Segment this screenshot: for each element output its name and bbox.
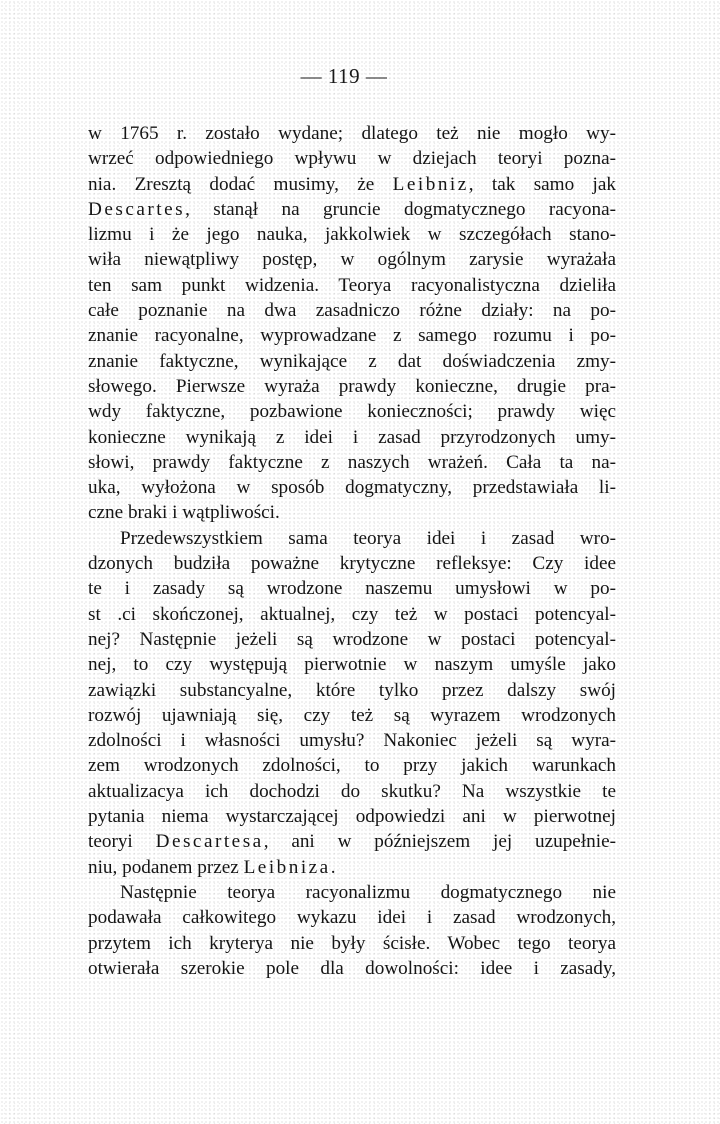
text-line: teoryi Descartesa, ani w późniejszem jej uzupełnie- [88, 831, 616, 853]
text-line: przytem ich kryterya nie były ścisłe. Wobec tego teorya [88, 932, 616, 954]
text-line: lizmu i że jego nauka, jakkolwiek w szczegółach stano- [88, 224, 616, 246]
text-line: niu, podanem przez Leibniza. [88, 856, 336, 878]
spaced-name: Descartesa [155, 831, 264, 853]
text-line: zawiązki substancyalne, które tylko przez dalszy swój [88, 679, 616, 701]
page-number: — 119 — [300, 64, 388, 88]
text-line: te i zasady są wrodzone naszemu umysłowi w po- [88, 578, 616, 600]
text-line: konieczne wynikają z idei i zasad przyrodzonych umy- [88, 426, 616, 448]
text-line: wrzeć odpowiedniego wpływu w dziejach teoryi pozna- [88, 148, 616, 170]
text-line: całe poznanie na dwa zasadniczo różne działy: na po- [88, 300, 616, 322]
text-line: pytania niema wystarczającej odpowiedzi ani w pierwotnej [88, 806, 616, 828]
text-line: rozwój ujawniają się, czy też są wyrazem wrodzonych [88, 704, 616, 726]
text-line: otwierała szerokie pole dla dowolności: idee i zasady, [88, 957, 616, 979]
text-line: Descartes, stanął na gruncie dogmatycznego racyona- [88, 198, 616, 220]
text-line: Przedewszystkiem sama teorya idei i zasad wro- [120, 527, 616, 549]
text-line: nej, to czy występują pierwotnie w naszym umyśle jako [88, 654, 616, 676]
text-line: wdy faktyczne, pozbawione konieczności; prawdy więc [88, 401, 616, 423]
spaced-name: Descartes [88, 198, 186, 220]
text-line: Następnie teorya racyonalizmu dogmatycznego nie [120, 881, 616, 903]
spaced-name: Leibniza [243, 856, 331, 878]
text-line: ten sam punkt widzenia. Teorya racyonalistyczna dzieliła [88, 274, 616, 296]
text-line: nia. Zresztą dodać musimy, że Leibniz, tak samo jak [88, 173, 616, 195]
text-line: słowego. Pierwsze wyraża prawdy konieczne, drugie pra- [88, 375, 616, 397]
spaced-name: Leibniz [392, 173, 469, 195]
text-line: podawała całkowitego wykazu idei i zasad wrodzonych, [88, 907, 616, 929]
text-line: zem wrodzonych zdolności, to przy jakich warunkach [88, 755, 616, 777]
text-line: słowi, prawdy faktyczne z naszych wrażeń. Cała ta na- [88, 451, 616, 473]
text-line: nej? Następnie jeżeli są wrodzone w postaci potencyal- [88, 628, 616, 650]
text-line: dzonych budziła poważne krytyczne refleksye: Czy idee [88, 553, 616, 575]
text-line: znanie faktyczne, wynikające z dat doświadczenia zmy- [88, 350, 616, 372]
text-line: w 1765 r. zostało wydane; dlatego też nie mogło wy- [88, 123, 616, 144]
text-line: wiła niewątpliwy postęp, w ogólnym zarysie wyrażała [88, 249, 616, 271]
body-text [88, 121, 616, 981]
text-line: st .ci skończonej, aktualnej, czy też w postaci potencyal- [88, 603, 616, 625]
text-line: aktualizacya ich dochodzi do skutku? Na wszystkie te [88, 780, 616, 802]
text-line: znanie racyonalne, wyprowadzane z samego rozumu i po- [88, 325, 616, 347]
text-line: zdolności i własności umysłu? Nakoniec jeżeli są wyra- [88, 730, 616, 752]
text-line: uka, wyłożona w sposób dogmatyczny, przedstawiała li- [88, 477, 616, 499]
text-line: czne braki i wątpliwości. [88, 502, 280, 524]
